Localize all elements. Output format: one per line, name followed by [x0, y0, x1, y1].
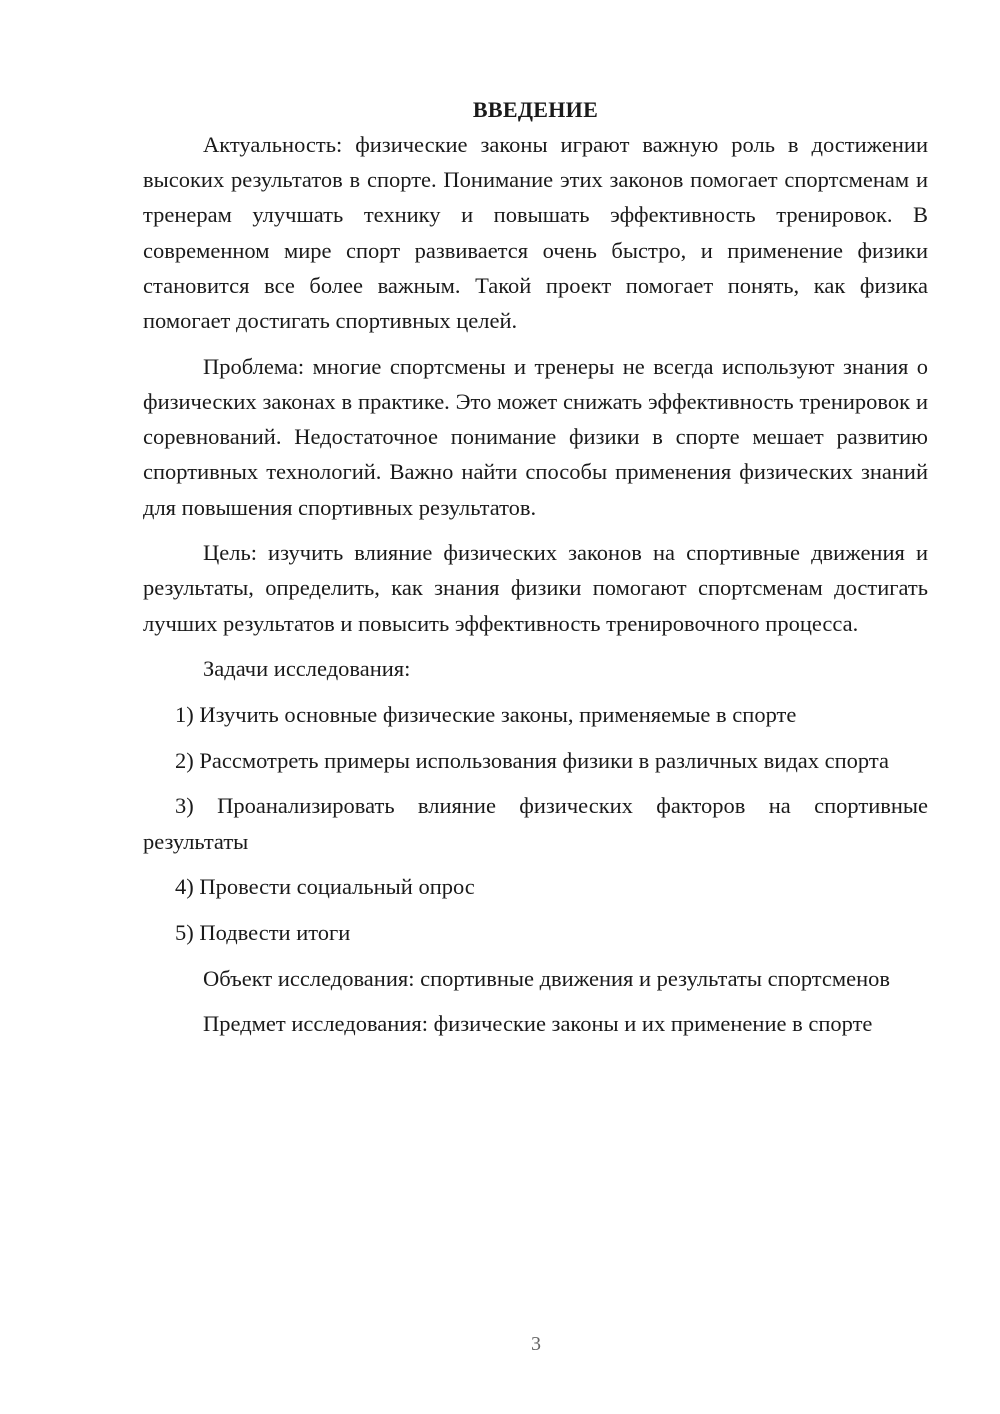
object-paragraph: Объект исследования: спортивные движения и результаты спортсменов	[203, 965, 891, 991]
tasks-list	[143, 697, 928, 950]
relevance-paragraph: Актуальность: физические законы играют важную роль в достижении высоких результатов в спорте. Понимание этих законов помогает спортсменам и тренерам улучшать технику и повышать эффективность тренировок. В современном мире спорт развивается очень быстро, и применение физики становится все более важным. Такой проект помогает понять, как физика помогает достигать спортивных целей.	[143, 132, 928, 334]
subject-paragraph: Предмет исследования: физические законы и их применение в спорте	[203, 1011, 873, 1037]
task-item: 4) Провести социальный опрос	[175, 874, 475, 900]
tasks-intro: Задачи исследования:	[203, 656, 411, 682]
task-item: 1) Изучить основные физические законы, применяемые в спорте	[175, 702, 797, 728]
task-item: 2) Рассмотреть примеры использования физики в различных видах спорта	[175, 747, 889, 773]
problem-paragraph: Проблема: многие спортсмены и тренеры не всегда используют знания о физических законах в практике. Это может снижать эффективность тренировок и соревнований. Недостаточное понимание физики в спорте мешает развитию спортивных технологий. Важно найти способы применения физических знаний для повышения спортивных результатов.	[143, 353, 928, 520]
task-item: 3) Проанализировать влияние физических факторов на спортивные результаты	[143, 793, 928, 854]
page-title: ВВЕДЕНИЕ	[472, 97, 599, 122]
task-item: 5) Подвести итоги	[175, 920, 351, 946]
goal-paragraph: Цель: изучить влияние физических законов на спортивные движения и результаты, определить, как знания физики помогают спортсменам достигать лучших результатов и повысить эффективность тренировочного процесса.	[143, 540, 928, 636]
page-number: 3	[531, 1333, 541, 1355]
document-page	[143, 92, 928, 1052]
